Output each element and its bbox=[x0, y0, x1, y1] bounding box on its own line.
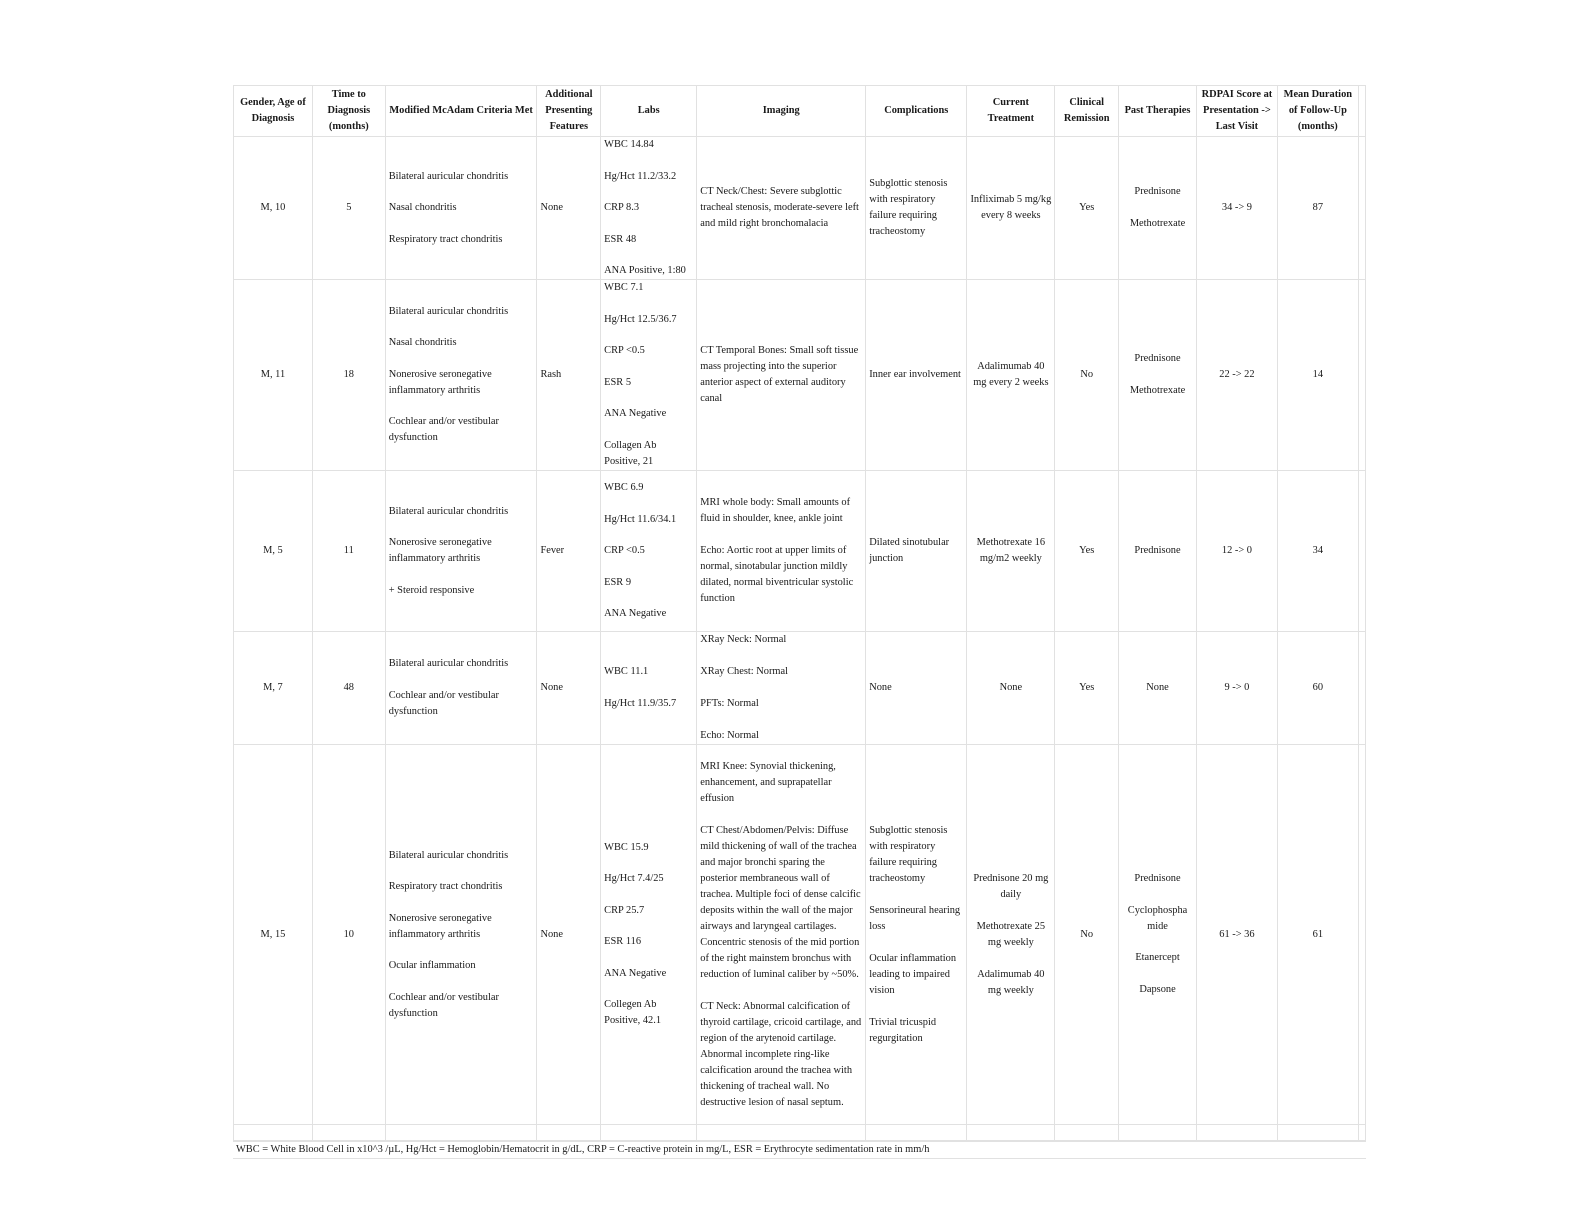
past-therapies-item: Prednisone bbox=[1134, 186, 1181, 198]
cell-past-therapies bbox=[1119, 632, 1197, 745]
complications-item: Ocular inflammation leading to impaired vision bbox=[869, 952, 957, 996]
imaging-item: CT Neck: Abnormal calcification of thyroid cartilage, cricoid cartilage, and region of the arytenoid cartilage. Abnormal incomplete ring-like calcification around the trachea with thickening of tracheal wall. No destructive lesion of nasal septum. bbox=[700, 1000, 862, 1108]
labs-item: Collegen Ab Positive, 42.1 bbox=[604, 999, 662, 1027]
spacer-cell bbox=[312, 1125, 385, 1141]
past-therapies-list bbox=[1122, 543, 1193, 559]
labs-list bbox=[604, 664, 693, 712]
cell-criteria bbox=[385, 632, 537, 745]
criteria-item: Cochlear and/or vestibular dysfunction bbox=[388, 689, 499, 717]
criteria-item: Cochlear and/or vestibular dysfunction bbox=[388, 991, 499, 1019]
spacer-cell bbox=[1119, 1125, 1197, 1141]
table-row bbox=[234, 280, 1366, 471]
cell-labs bbox=[601, 632, 697, 745]
imaging-list bbox=[700, 343, 862, 407]
spacer-cell bbox=[866, 1125, 967, 1141]
criteria-item: + Steroid responsive bbox=[388, 584, 475, 596]
treatment-list bbox=[970, 680, 1051, 696]
complications-item: None bbox=[869, 682, 892, 693]
past-therapies-item: None bbox=[1146, 682, 1169, 693]
criteria-item: Respiratory tract chondritis bbox=[388, 233, 503, 245]
past-therapies-item: Methotrexate bbox=[1129, 384, 1186, 396]
imaging-item: PFTs: Normal bbox=[700, 698, 759, 709]
cell-time-to-diagnosis: 5 bbox=[312, 137, 385, 280]
cell-rdpai: 9 -> 0 bbox=[1196, 632, 1277, 745]
imaging-list bbox=[700, 759, 862, 1111]
labs-item: Hg/Hct 12.5/36.7 bbox=[604, 313, 677, 325]
criteria-item: Bilateral auricular chondritis bbox=[388, 658, 509, 670]
spacer-cell bbox=[234, 1125, 313, 1141]
spacer-cell bbox=[1277, 1125, 1358, 1141]
imaging-list bbox=[700, 495, 862, 607]
spacer-cell bbox=[601, 1125, 697, 1141]
treatment-list bbox=[970, 535, 1051, 567]
cell-followup: 14 bbox=[1277, 280, 1358, 471]
past-therapies-item: Prednisone bbox=[1134, 873, 1181, 885]
cell-labs bbox=[601, 280, 697, 471]
header-past-therapies: Past Therapies bbox=[1119, 86, 1197, 137]
header-imaging: Imaging bbox=[697, 86, 866, 137]
complications-item: Inner ear involvement bbox=[869, 369, 961, 380]
labs-item: Hg/Hct 11.9/35.7 bbox=[604, 697, 677, 709]
cell-criteria bbox=[385, 280, 537, 471]
past-therapies-item: Prednisone bbox=[1134, 545, 1181, 556]
labs-item: ANA Negative bbox=[604, 967, 667, 979]
cell-complications bbox=[866, 280, 967, 471]
cell-features: None bbox=[537, 632, 601, 745]
criteria-item: Nonerosive seronegative inflammatory arthritis bbox=[388, 537, 492, 564]
cell-treatment bbox=[967, 632, 1055, 745]
spacer-cell bbox=[1358, 1125, 1365, 1141]
complications-item: Sensorineural hearing loss bbox=[869, 904, 961, 932]
imaging-item: MRI whole body: Small amounts of fluid in shoulder, knee, ankle joint bbox=[700, 497, 851, 524]
cell-remission: Yes bbox=[1055, 137, 1119, 280]
spacer-cell bbox=[385, 1125, 537, 1141]
cell-remission: Yes bbox=[1055, 632, 1119, 745]
treatment-item: Adalimumab 40 mg every 2 weeks bbox=[973, 361, 1049, 388]
cell-treatment bbox=[967, 745, 1055, 1125]
cell-time-to-diagnosis: 10 bbox=[312, 745, 385, 1125]
treatment-list bbox=[970, 359, 1051, 391]
complications-list bbox=[869, 367, 963, 383]
criteria-item: Bilateral auricular chondritis bbox=[388, 305, 509, 317]
criteria-item: Ocular inflammation bbox=[388, 960, 476, 971]
cell-imaging bbox=[697, 745, 866, 1125]
row-empty-cell bbox=[1358, 745, 1365, 1125]
treatment-item: None bbox=[999, 682, 1023, 693]
criteria-item: Nonerosive seronegative inflammatory arthritis bbox=[388, 912, 492, 940]
table-row bbox=[234, 632, 1366, 745]
labs-item: WBC 14.84 bbox=[604, 139, 654, 150]
labs-item: Hg/Hct 11.6/34.1 bbox=[604, 513, 677, 525]
imaging-list bbox=[700, 632, 862, 744]
cell-complications bbox=[866, 137, 967, 280]
past-therapies-list bbox=[1122, 184, 1193, 232]
cell-complications bbox=[866, 632, 967, 745]
cell-time-to-diagnosis: 48 bbox=[312, 632, 385, 745]
labs-item: CRP <0.5 bbox=[604, 545, 645, 556]
imaging-item: CT Chest/Abdomen/Pelvis: Diffuse mild thickening of wall of the trachea and major bronchi sparing the posterior membraneous wall of trachea. Multiple foci of dense calcific deposits within the wall of the major airways and laryngeal cartilages. Concentric stenosis of the mid portion of the right mainstem bronchus with reduction of luminal caliber by ~50%. bbox=[700, 824, 861, 980]
labs-item: CRP 8.3 bbox=[604, 202, 640, 213]
imaging-list bbox=[700, 184, 862, 232]
labs-list bbox=[604, 840, 693, 1030]
header-criteria: Modified McAdam Criteria Met bbox=[385, 86, 537, 137]
cell-gender-age: M, 11 bbox=[234, 280, 313, 471]
criteria-item: Bilateral auricular chondritis bbox=[388, 849, 509, 861]
cell-past-therapies bbox=[1119, 137, 1197, 280]
complications-item: Trivial tricuspid regurgitation bbox=[869, 1016, 937, 1044]
past-therapies-item: Methotrexate bbox=[1129, 217, 1186, 229]
spacer-cell bbox=[967, 1125, 1055, 1141]
criteria-item: Cochlear and/or vestibular dysfunction bbox=[388, 416, 499, 444]
cell-gender-age: M, 7 bbox=[234, 632, 313, 745]
cell-remission: Yes bbox=[1055, 471, 1119, 632]
complications-item: Subglottic stenosis with respiratory failure requiring tracheostomy bbox=[869, 178, 948, 237]
spacer-row bbox=[234, 1125, 1366, 1141]
header-row bbox=[234, 86, 1366, 137]
header-time-to-diagnosis: Time to Diagnosis (months) bbox=[312, 86, 385, 137]
treatment-item: Prednisone 20 mg daily bbox=[973, 872, 1049, 900]
cell-time-to-diagnosis: 18 bbox=[312, 280, 385, 471]
imaging-item: CT Neck/Chest: Severe subglottic tracheal stenosis, moderate-severe left and mild right bronchomalacia bbox=[700, 186, 859, 229]
spacer-cell bbox=[697, 1125, 866, 1141]
cell-rdpai: 61 -> 36 bbox=[1196, 745, 1277, 1125]
table-row bbox=[234, 137, 1366, 280]
cell-past-therapies bbox=[1119, 471, 1197, 632]
cell-followup: 87 bbox=[1277, 137, 1358, 280]
footnote: WBC = White Blood Cell in x10^3 /µL, Hg/Hct = Hemoglobin/Hematocrit in g/dL, CRP = C-reactive protein in mg/L, ESR = Erythrocyte sedimentation rate in mm/h bbox=[233, 1141, 1366, 1159]
past-therapies-item: Dapsone bbox=[1139, 983, 1176, 995]
labs-item: WBC 15.9 bbox=[604, 841, 649, 853]
criteria-item: Respiratory tract chondritis bbox=[388, 881, 503, 892]
cell-criteria bbox=[385, 471, 537, 632]
spacer-cell bbox=[1196, 1125, 1277, 1141]
cell-imaging bbox=[697, 471, 866, 632]
criteria-item: Bilateral auricular chondritis bbox=[388, 170, 509, 182]
row-empty-cell bbox=[1358, 632, 1365, 745]
labs-item: Collagen Ab Positive, 21 bbox=[604, 439, 657, 467]
cell-imaging bbox=[697, 137, 866, 280]
cell-followup: 34 bbox=[1277, 471, 1358, 632]
cell-gender-age: M, 15 bbox=[234, 745, 313, 1125]
complications-list bbox=[869, 823, 963, 1047]
criteria-item: Bilateral auricular chondritis bbox=[388, 505, 509, 517]
cell-past-therapies bbox=[1119, 745, 1197, 1125]
labs-item: ESR 9 bbox=[604, 576, 632, 588]
cell-criteria bbox=[385, 137, 537, 280]
past-therapies-item: Etanercept bbox=[1135, 952, 1180, 964]
cell-treatment bbox=[967, 471, 1055, 632]
cell-followup: 60 bbox=[1277, 632, 1358, 745]
cell-complications bbox=[866, 471, 967, 632]
spacer-cell bbox=[1055, 1125, 1119, 1141]
labs-item: Hg/Hct 11.2/33.2 bbox=[604, 170, 677, 182]
treatment-item: Methotrexate 25 mg weekly bbox=[976, 920, 1046, 948]
labs-item: WBC 11.1 bbox=[604, 666, 649, 678]
labs-item: WBC 6.9 bbox=[604, 482, 644, 493]
labs-item: ANA Negative bbox=[604, 408, 667, 420]
treatment-item: Adalimumab 40 mg weekly bbox=[977, 968, 1045, 996]
criteria-list bbox=[389, 304, 534, 447]
cell-features: Rash bbox=[537, 280, 601, 471]
past-therapies-item: Cyclophospha mide bbox=[1127, 904, 1188, 932]
cell-labs bbox=[601, 745, 697, 1125]
criteria-list bbox=[389, 504, 534, 599]
labs-list bbox=[604, 280, 693, 470]
cell-features: None bbox=[537, 745, 601, 1125]
header-labs: Labs bbox=[601, 86, 697, 137]
labs-item: ESR 48 bbox=[604, 233, 637, 245]
cell-followup: 61 bbox=[1277, 745, 1358, 1125]
labs-item: ANA Positive, 1:80 bbox=[604, 265, 686, 276]
criteria-item: Nasal chondritis bbox=[388, 337, 457, 349]
cell-labs bbox=[601, 137, 697, 280]
cell-labs bbox=[601, 471, 697, 632]
table-row bbox=[234, 471, 1366, 632]
treatment-item: Methotrexate 16 mg/m2 weekly bbox=[976, 537, 1046, 564]
labs-item: WBC 7.1 bbox=[604, 282, 644, 294]
complications-item: Subglottic stenosis with respiratory failure requiring tracheostomy bbox=[869, 824, 948, 884]
header-current-treatment: Current Treatment bbox=[967, 86, 1055, 137]
cell-rdpai: 22 -> 22 bbox=[1196, 280, 1277, 471]
past-therapies-list bbox=[1122, 680, 1193, 696]
labs-item: CRP <0.5 bbox=[604, 345, 645, 357]
past-therapies-list bbox=[1122, 871, 1193, 998]
header-rdpai: RDPAI Score at Presentation -> Last Visit bbox=[1196, 86, 1277, 137]
criteria-item: Nonerosive seronegative inflammatory arthritis bbox=[388, 368, 492, 396]
complications-item: Dilated sinotubular junction bbox=[869, 537, 950, 564]
table-body bbox=[234, 137, 1366, 1141]
cell-time-to-diagnosis: 11 bbox=[312, 471, 385, 632]
labs-item: ESR 116 bbox=[604, 936, 642, 948]
header-followup: Mean Duration of Follow-Up (months) bbox=[1277, 86, 1358, 137]
labs-item: Hg/Hct 7.4/25 bbox=[604, 873, 664, 885]
labs-item: ANA Negative bbox=[604, 608, 667, 619]
criteria-item: Nasal chondritis bbox=[388, 202, 457, 213]
cell-features: Fever bbox=[537, 471, 601, 632]
labs-list bbox=[604, 137, 693, 279]
row-empty-cell bbox=[1358, 137, 1365, 280]
criteria-list bbox=[389, 848, 534, 1022]
cell-complications bbox=[866, 745, 967, 1125]
complications-list bbox=[869, 176, 963, 240]
cell-imaging bbox=[697, 632, 866, 745]
imaging-item: CT Temporal Bones: Small soft tissue mass projecting into the superior anterior aspect of external auditory canal bbox=[700, 345, 859, 404]
imaging-item: Echo: Normal bbox=[700, 730, 759, 741]
labs-item: ESR 5 bbox=[604, 376, 632, 388]
treatment-list bbox=[970, 192, 1051, 224]
imaging-item: Echo: Aortic root at upper limits of normal, sinotabular junction mildly dilated, normal biventricular systolic function bbox=[700, 545, 854, 604]
header-gender-age: Gender, Age of Diagnosis bbox=[234, 86, 313, 137]
complications-list bbox=[869, 680, 963, 696]
cell-gender-age: M, 10 bbox=[234, 137, 313, 280]
clinical-table-sheet bbox=[233, 85, 1366, 1159]
header-complications: Complications bbox=[866, 86, 967, 137]
treatment-item: Infliximab 5 mg/kg every 8 weeks bbox=[970, 194, 1052, 221]
criteria-list bbox=[389, 169, 534, 248]
past-therapies-list bbox=[1122, 351, 1193, 399]
labs-list bbox=[604, 480, 693, 622]
cell-past-therapies bbox=[1119, 280, 1197, 471]
table-row bbox=[234, 745, 1366, 1125]
complications-list bbox=[869, 535, 963, 567]
imaging-item: XRay Chest: Normal bbox=[700, 666, 788, 677]
patient-table bbox=[233, 85, 1366, 1141]
labs-item: CRP 25.7 bbox=[604, 904, 645, 916]
past-therapies-item: Prednisone bbox=[1134, 353, 1181, 365]
cell-imaging bbox=[697, 280, 866, 471]
imaging-item: MRI Knee: Synovial thickening, enhancement, and suprapatellar effusion bbox=[700, 760, 836, 804]
header-features: Additional Presenting Features bbox=[537, 86, 601, 137]
cell-rdpai: 12 -> 0 bbox=[1196, 471, 1277, 632]
header-clinical-remission: Clinical Remission bbox=[1055, 86, 1119, 137]
spacer-cell bbox=[537, 1125, 601, 1141]
imaging-item: XRay Neck: Normal bbox=[700, 634, 787, 645]
cell-remission: No bbox=[1055, 280, 1119, 471]
cell-features: None bbox=[537, 137, 601, 280]
criteria-list bbox=[389, 656, 534, 720]
header-empty-cell bbox=[1358, 86, 1365, 137]
row-empty-cell bbox=[1358, 280, 1365, 471]
cell-gender-age: M, 5 bbox=[234, 471, 313, 632]
cell-treatment bbox=[967, 137, 1055, 280]
cell-rdpai: 34 -> 9 bbox=[1196, 137, 1277, 280]
cell-remission: No bbox=[1055, 745, 1119, 1125]
cell-treatment bbox=[967, 280, 1055, 471]
row-empty-cell bbox=[1358, 471, 1365, 632]
treatment-list bbox=[970, 871, 1051, 999]
cell-criteria bbox=[385, 745, 537, 1125]
